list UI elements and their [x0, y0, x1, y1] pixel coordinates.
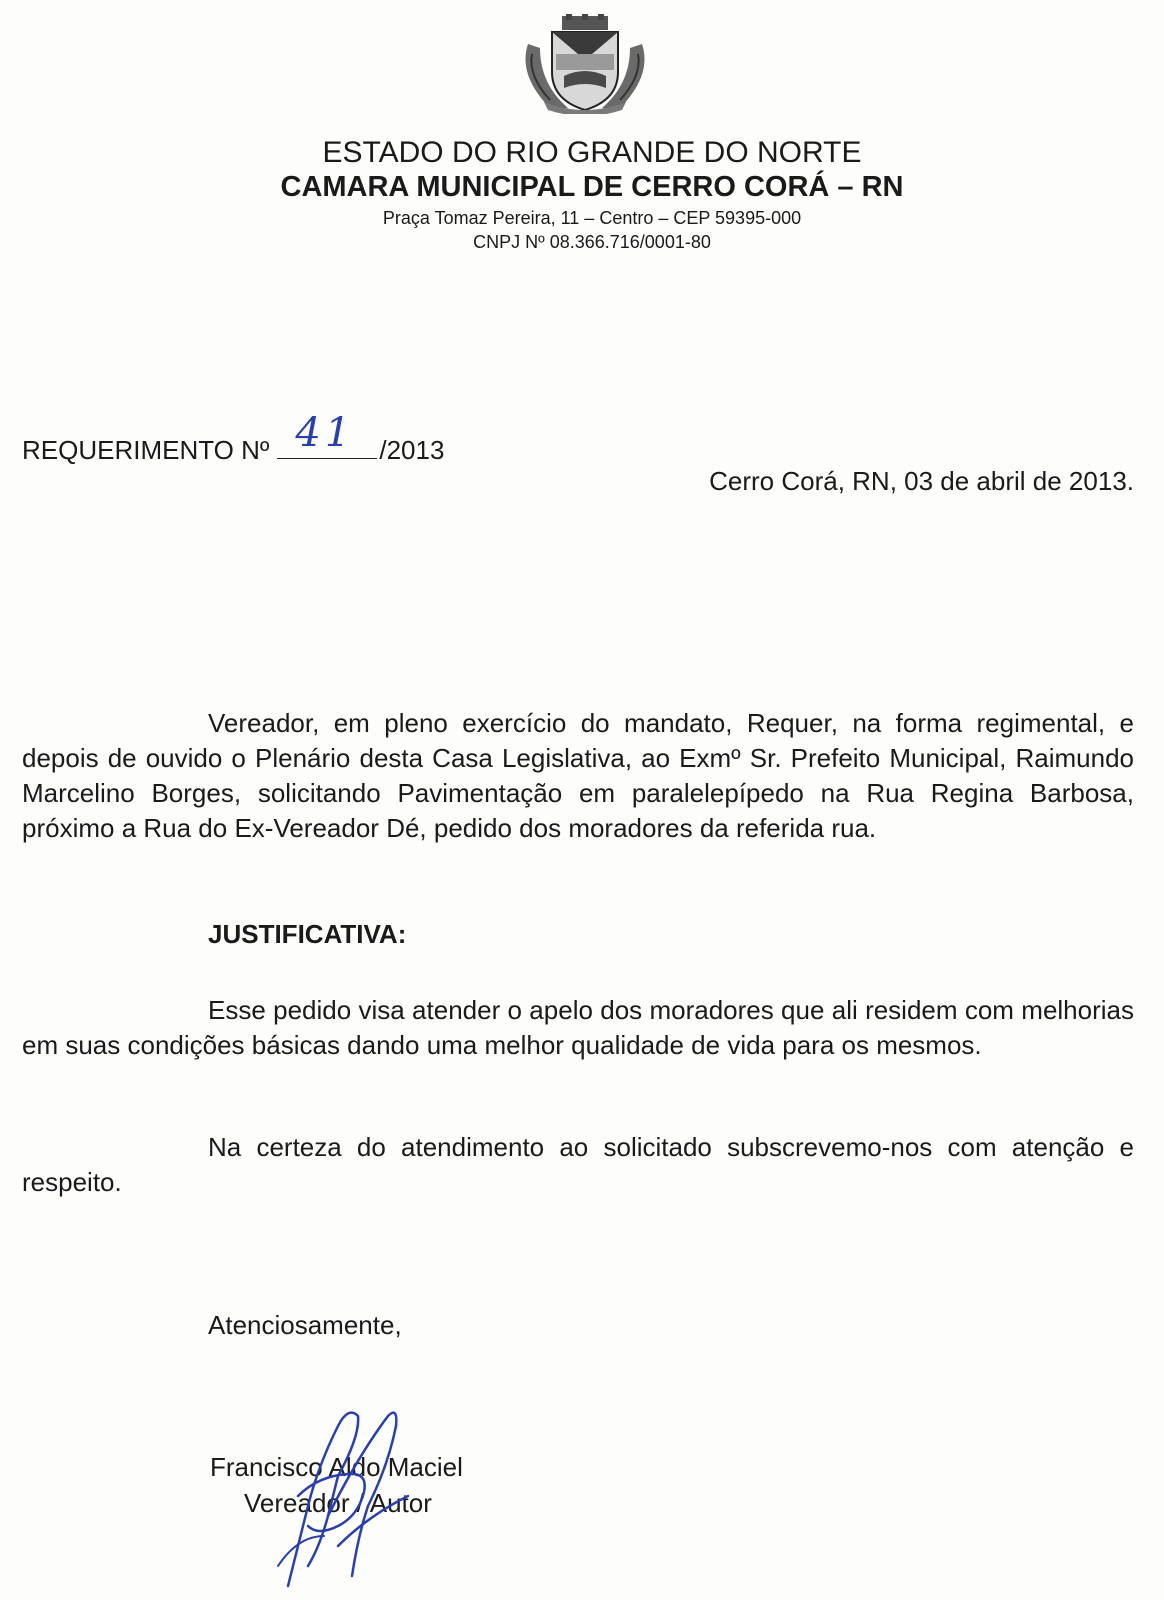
justificativa-heading: JUSTIFICATIVA:: [208, 919, 407, 949]
requerimento-line: [22, 410, 445, 466]
municipal-coat-of-arms-icon: [518, 14, 652, 114]
header-cnpj: CNPJ Nº 08.366.716/0001-80: [473, 232, 711, 252]
request-paragraph: Vereador, em pleno exercício do mandato, Requer, na forma regimental, e depois de ouvido o Plenário desta Casa Legislativa, ao Exmº Sr. Prefeito Municipal, Raimundo Marcelino Borges, solicitando Pavimentação em paralelepípedo na Rua Regina Barbosa, próximo a Rua do Ex-Vereador Dé, pedido dos moradores da referida rua.: [22, 708, 1134, 843]
requerimento-label: REQUERIMENTO Nº: [22, 435, 270, 465]
closing-salutation: Atenciosamente,: [208, 1310, 402, 1340]
header-chamber-name: CAMARA MUNICIPAL DE CERRO CORÁ – RN: [280, 171, 904, 203]
date-line: Cerro Corá, RN, 03 de abril de 2013.: [709, 466, 1134, 496]
header-address: Praça Tomaz Pereira, 11 – Centro – CEP 59395-000: [382, 208, 802, 228]
handwritten-signature-icon: [268, 1396, 428, 1596]
signatory-role: Vereador / Autor: [244, 1488, 432, 1518]
requerimento-number-handwritten: 41: [295, 410, 355, 456]
closing-paragraph: Na certeza do atendimento ao solicitado subscrevemo-nos com atenção e respeito.: [22, 1132, 1134, 1197]
justification-paragraph: Esse pedido visa atender o apelo dos moradores que ali residem com melhorias em suas condições básicas dando uma melhor qualidade de vida para os mesmos.: [22, 995, 1134, 1060]
signatory-name: Francisco Aldo Maciel: [210, 1452, 463, 1482]
header-state-name: ESTADO DO RIO GRANDE DO NORTE: [322, 136, 862, 169]
requerimento-year: /2013: [379, 435, 445, 465]
requerimento-number-blank: [277, 410, 377, 459]
